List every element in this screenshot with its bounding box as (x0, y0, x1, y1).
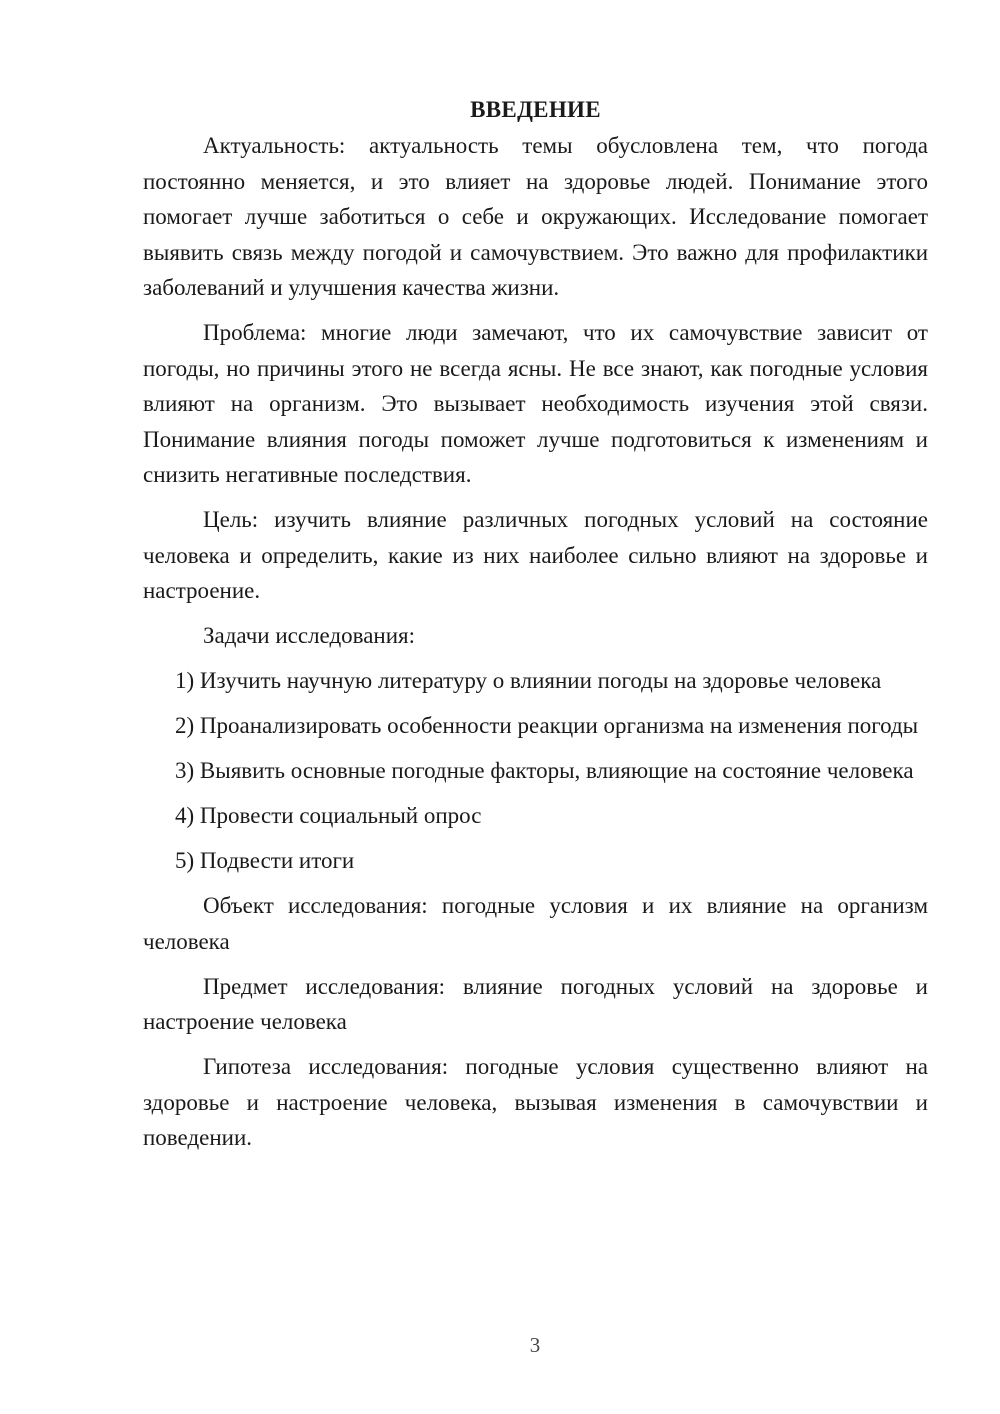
task-item: 3) Выявить основные погодные факторы, влияющие на состояние человека (175, 758, 914, 783)
object-paragraph: Объект исследования: погодные условия и их влияние на организм человека (143, 893, 928, 954)
subject-paragraph: Предмет исследования: влияние погодных условий на здоровье и настроение человека (143, 973, 928, 1034)
section-title: ВВЕДЕНИЕ (470, 97, 601, 122)
tasks-heading: Задачи исследования: (203, 623, 416, 648)
goal-paragraph: Цель: изучить влияние различных погодных условий на состояние человека и определить, какие из них наиболее сильно влияют на здоровье и настроение. (143, 507, 928, 603)
page-number: 3 (529, 1333, 541, 1357)
document-page (143, 92, 928, 1156)
task-item: 2) Проанализировать особенности реакции организма на изменения погоды (175, 713, 919, 738)
task-item: 4) Провести социальный опрос (175, 803, 482, 828)
task-item: 5) Подвести итоги (175, 848, 355, 873)
relevance-paragraph: Актуальность: актуальность темы обусловлена тем, что погода постоянно меняется, и это влияет на здоровье людей. Понимание этого помогает лучше заботиться о себе и окружающих. Исследование помогает выявить связь между погодой и самочувствием. Это важно для профилактики заболеваний и улучшения качества жизни. (143, 133, 928, 300)
task-item: 1) Изучить научную литературу о влиянии погоды на здоровье человека (175, 668, 882, 693)
problem-paragraph: Проблема: многие люди замечают, что их самочувствие зависит от погоды, но причины этого не всегда ясны. Не все знают, как погодные условия влияют на организм. Это вызывает необходимость изучения этой связи. Понимание влияния погоды поможет лучше подготовиться к изменениям и снизить негативные последствия. (143, 320, 928, 487)
hypothesis-paragraph: Гипотеза исследования: погодные условия существенно влияют на здоровье и настроение человека, вызывая изменения в самочувствии и поведении. (143, 1054, 928, 1150)
